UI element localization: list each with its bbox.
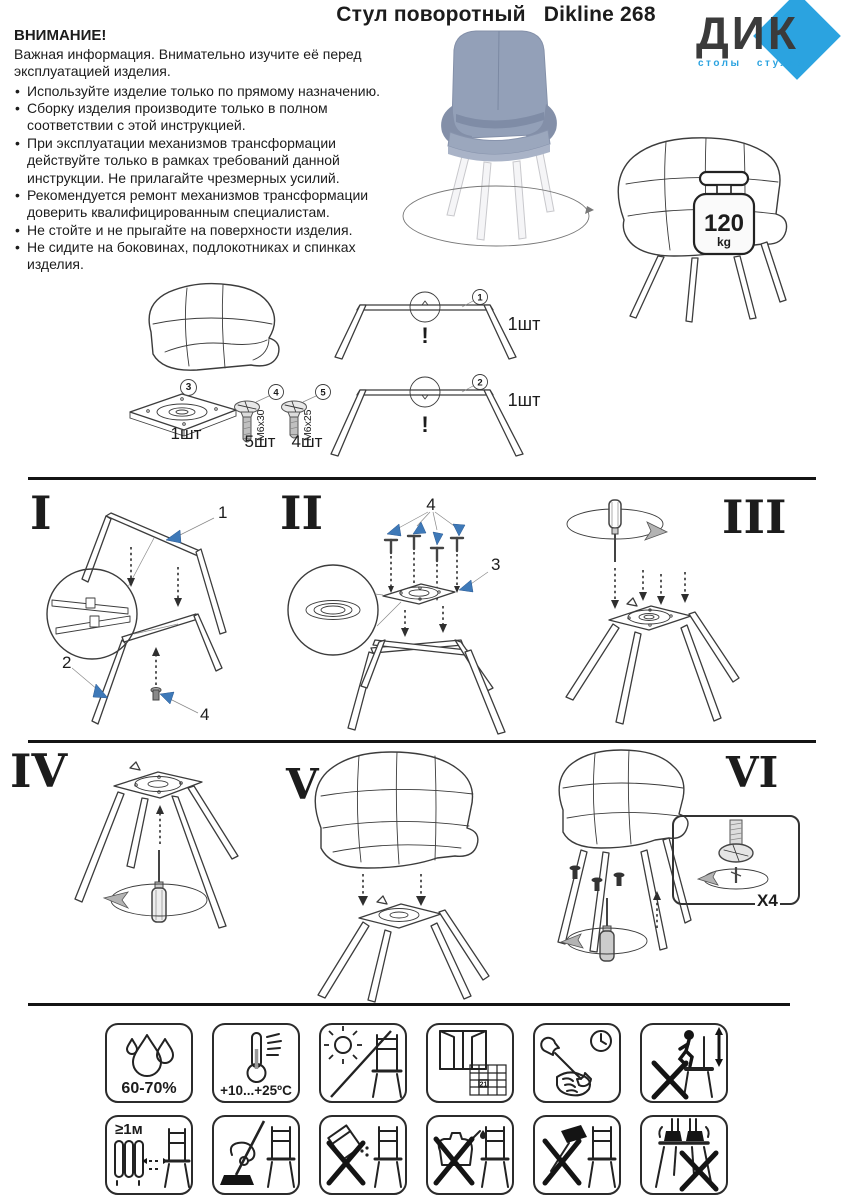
warning-list <box>14 83 406 274</box>
part-leg-frame-2 <box>330 362 525 462</box>
step-1-figure <box>28 486 278 740</box>
weight-unit: kg <box>716 235 732 249</box>
warning-item: • Не стойте и не прыгайте на поверхности изделия. <box>14 222 406 239</box>
heater-distance-label: ≥1м <box>115 1121 143 1138</box>
frame-2-qty: 1шт <box>507 390 541 410</box>
screws-group <box>385 536 463 561</box>
brand-logo <box>690 4 842 74</box>
step-5-numeral: V <box>286 760 319 809</box>
part-seat-shell <box>135 280 290 380</box>
humidity-label: 60-70% <box>121 1080 177 1097</box>
warning-item: • Не сидите на боковинах, подлокотниках и спинках изделия. <box>14 239 406 274</box>
warning-item: • Рекомендуется ремонт механизмов трансформации доверить квалифицированным специалистам. <box>14 187 406 222</box>
step-4-numeral: IV <box>10 744 68 798</box>
no-direct-sunlight-icon <box>319 1023 407 1103</box>
no-hammer-icon <box>533 1115 621 1195</box>
section-divider <box>28 740 816 743</box>
step-1-callout-frame-2: 2 <box>62 653 72 672</box>
warning-intro: Важная информация. Внимательно изучите её перед эксплуатацией изделия. <box>14 46 362 80</box>
warning-item: • Сборку изделия производите только в полном соответствии с этой инструкцией. <box>14 100 406 135</box>
ventilation-icon <box>426 1023 514 1103</box>
weight-limit-figure <box>596 132 843 327</box>
warning-item: • При эксплуатации механизмов трансформации действуйте только в рамках требований данной инструкции. Не прилагайте чрезмерных усилий. <box>14 135 406 187</box>
humidity-icon <box>105 1023 193 1103</box>
tighten-fittings-icon <box>533 1023 621 1103</box>
no-jumping-icon <box>640 1023 728 1103</box>
screwdriver-icon <box>152 888 166 922</box>
step-4-figure <box>26 748 282 1000</box>
calendar-day-label: 21 <box>479 1081 488 1089</box>
step-6-numeral: VI <box>726 748 779 797</box>
step-2-numeral: II <box>280 486 324 540</box>
warning-item: • Используйте изделие только по прямому назначению. <box>14 83 406 100</box>
warning-heading: ВНИМАНИЕ! <box>14 27 107 44</box>
page-title <box>296 3 696 27</box>
screw-size-label: М6х30 <box>255 409 267 441</box>
page-title-ru: Стул поворотный <box>336 3 526 26</box>
logo-tagline: столы стулья <box>698 58 807 69</box>
page-title-model: Dikline 268 <box>543 3 656 26</box>
frame-warning-mark: ! <box>421 323 429 348</box>
frame-1-qty: 1шт <box>507 314 541 334</box>
no-standing-icon <box>640 1115 728 1195</box>
step-2-callout-screws: 4 <box>426 495 436 514</box>
weight-value: 120 <box>703 210 745 237</box>
screw-m6x30-qty: 5шт <box>244 432 276 451</box>
callout-part-2: 2 <box>477 377 483 389</box>
step-6-repeat-note: X4 <box>757 891 778 910</box>
temperature-icon <box>212 1023 300 1103</box>
step-5-figure <box>293 748 560 1006</box>
plate-qty: 1шт <box>170 424 202 443</box>
product-photo-chair <box>396 28 601 263</box>
step-2-figure <box>283 492 555 740</box>
step-1-numeral: I <box>30 486 52 540</box>
screw-m6x25-qty: 4шт <box>291 432 323 451</box>
frame-warning-mark: ! <box>421 412 429 437</box>
callout-part-3: 3 <box>180 379 197 396</box>
heater-distance-icon <box>105 1115 193 1195</box>
callout-part-1: 1 <box>477 292 483 304</box>
callout-part-5: 5 <box>320 387 326 399</box>
screwdriver-icon <box>609 500 621 528</box>
step-1-callout-frame-1: 1 <box>218 503 228 522</box>
logo-wordmark: ДИК <box>696 7 799 59</box>
step-1-callout-screw: 4 <box>200 705 210 724</box>
no-oil-icon <box>426 1115 514 1195</box>
rotation-arrow <box>585 206 594 214</box>
clean-dry-icon <box>212 1115 300 1195</box>
step-6-detail-box <box>672 815 800 905</box>
step-3-figure <box>543 492 843 740</box>
warning-block <box>14 27 410 274</box>
screwdriver-icon <box>600 931 614 961</box>
kettlebell-120kg-icon <box>694 172 754 254</box>
step-2-callout-plate: 3 <box>491 555 501 574</box>
screw-size-label: М6х25 <box>302 409 314 441</box>
temperature-label: +10...+25ºC <box>220 1083 292 1098</box>
no-pouring-liquids-icon <box>319 1115 407 1195</box>
callout-part-4: 4 <box>273 387 279 399</box>
step-3-numeral: III <box>722 490 787 544</box>
section-divider <box>28 477 816 480</box>
